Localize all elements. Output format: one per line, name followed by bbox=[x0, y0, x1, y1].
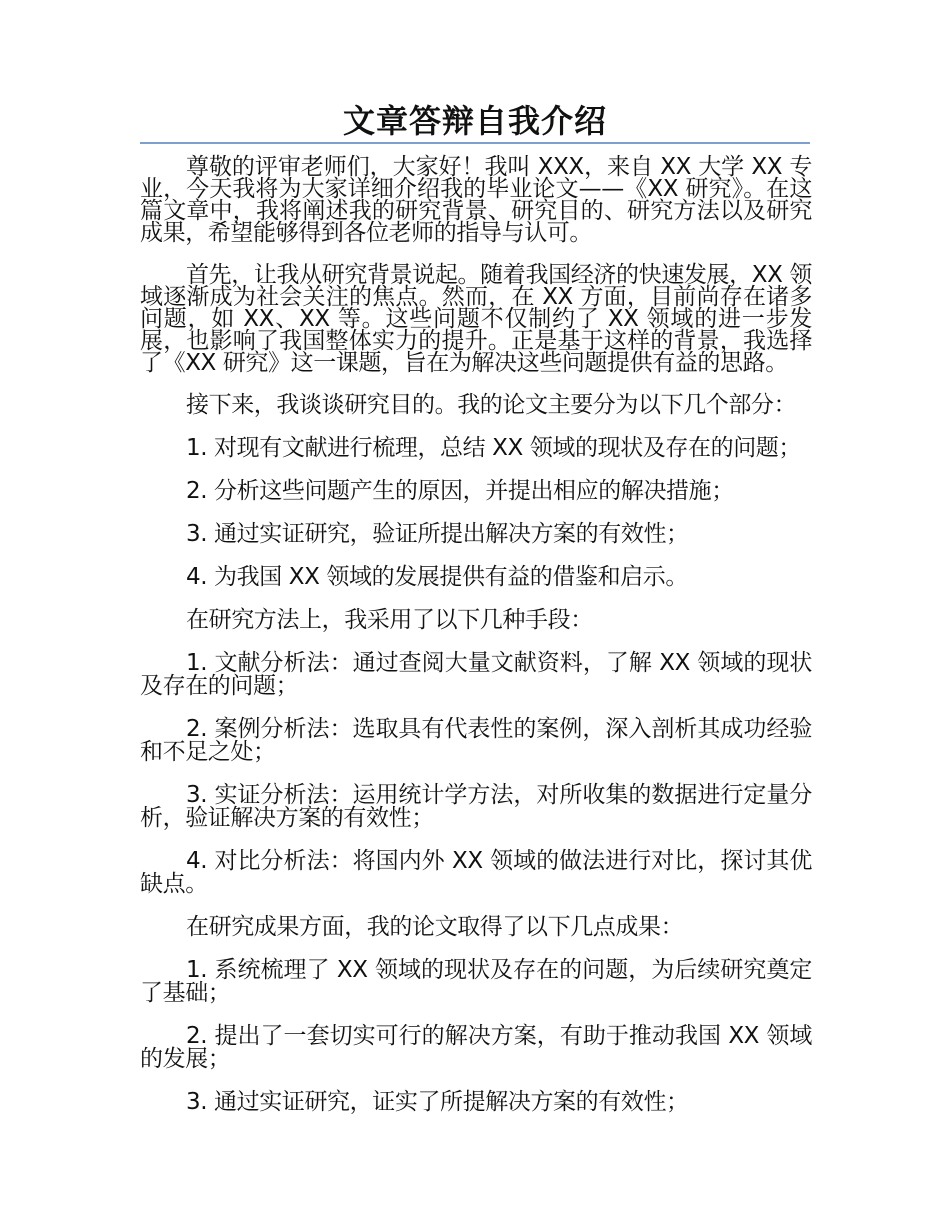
paragraph-purpose-item-1: 1. 对现有文献进行梳理，总结 XX 领域的现状及存在的问题； bbox=[186, 435, 801, 461]
paragraph-result-3: 3. 通过实证研究，证实了所提解决方案的有效性； bbox=[186, 1089, 689, 1115]
paragraph-method-2: 2. 案例分析法：选取具有代表性的案例，深入剖析其成功经验和不足之处； bbox=[140, 716, 812, 765]
paragraph-purpose-item-3: 3. 通过实证研究，验证所提出解决方案的有效性； bbox=[186, 521, 689, 547]
paragraph-purpose-item-4: 4. 为我国 XX 领域的发展提供有益的借鉴和启示。 bbox=[186, 564, 688, 590]
document-title: 文章答辩自我介绍 bbox=[342, 102, 607, 140]
paragraph-intro: 尊敬的评审老师们，大家好！我叫 XXX，来自 XX 大学 XX 专业，今天我将为大家详细介绍我的毕业论文——《XX 研究》。在这篇文章中，我将阐述我的研究背景、研究目的、研究方法以及研究成果，希望能够得到各位老师的指导与认可。 bbox=[140, 154, 812, 246]
title-underline bbox=[140, 100, 810, 144]
paragraph-method-1: 1. 文献分析法：通过查阅大量文献资料，了解 XX 领域的现状及存在的问题； bbox=[140, 650, 812, 699]
paragraph-purpose-item-2: 2. 分析这些问题产生的原因，并提出相应的解决措施； bbox=[186, 478, 734, 504]
paragraph-result-1: 1. 系统梳理了 XX 领域的现状及存在的问题，为后续研究奠定了基础； bbox=[140, 957, 812, 1006]
paragraph-result-2: 2. 提出了一套切实可行的解决方案，有助于推动我国 XX 领域的发展； bbox=[140, 1023, 812, 1072]
paragraph-method-4: 4. 对比分析法：将国内外 XX 领域的做法进行对比，探讨其优缺点。 bbox=[140, 848, 812, 897]
paragraph-background: 首先，让我从研究背景说起。随着我国经济的快速发展，XX 领域逐渐成为社会关注的焦点。然而，在 XX 方面，目前尚存在诸多问题，如 XX、XX 等。这些问题不仅制约了 XX 领域的进一步发展，也影响了我国整体实力的提升。正是基于这样的背景，我选择了《XX 研究》这一课题，旨在为解决这些问题提供有益的思路。 bbox=[140, 262, 812, 376]
paragraph-method-3: 3. 实证分析法：运用统计学方法，对所收集的数据进行定量分析，验证解决方案的有效性； bbox=[140, 782, 812, 831]
document-body bbox=[140, 156, 812, 1134]
paragraph-methods: 在研究方法上，我采用了以下几种手段： bbox=[186, 607, 593, 633]
paragraph-purpose: 接下来，我谈谈研究目的。我的论文主要分为以下几个部分： bbox=[186, 392, 797, 418]
paragraph-results: 在研究成果方面，我的论文取得了以下几点成果： bbox=[186, 914, 684, 940]
